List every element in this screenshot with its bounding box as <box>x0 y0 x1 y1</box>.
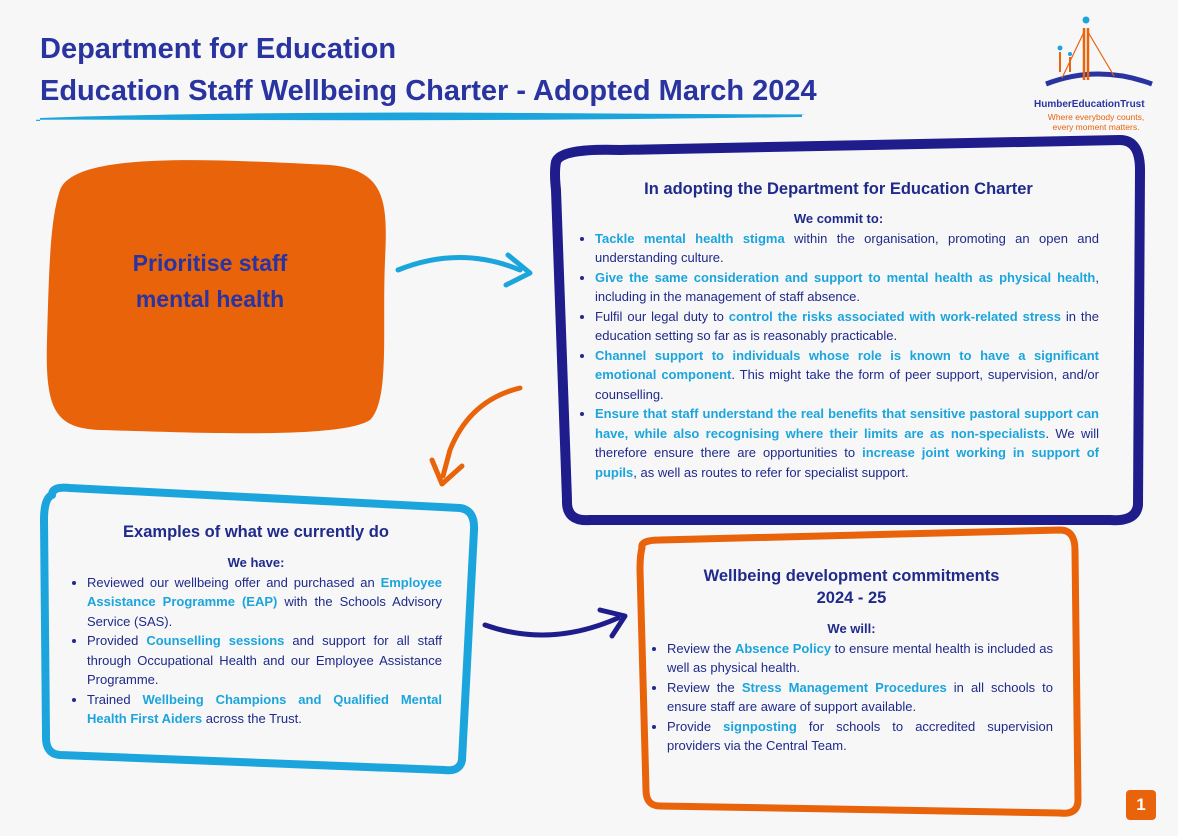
page-number: 1 <box>1126 790 1156 820</box>
arrow-blob-to-adopt <box>398 258 520 271</box>
list-item: • Tackle mental health stigma within the organisation, promoting an open and understanding culture. <box>595 229 1099 268</box>
logo-tagline: Where everybody counts, every moment matters. <box>1047 112 1145 132</box>
list-item: • Channel support to individuals whose role is known to have a significant emotional component. This might take the form of peer support, supervision, and/or counselling. <box>595 346 1099 405</box>
list-item: • Fulfil our legal duty to control the risks associated with work-related stress in the education setting so far as is reasonably practicable. <box>595 307 1099 346</box>
list-item: • Reviewed our wellbeing offer and purchased an Employee Assistance Programme (EAP) with the Schools Advisory Service (SAS). <box>87 573 442 632</box>
commitments-list <box>650 639 1053 756</box>
examples-subtitle: We have: <box>227 555 285 570</box>
title-line-2: Education Staff Wellbeing Charter - Adopted March 2024 <box>40 75 817 107</box>
commitments-title: Wellbeing development commitments 2024 - 25 <box>703 567 1000 607</box>
examples-list <box>70 573 442 729</box>
arrow-adopt-to-examples <box>443 388 520 476</box>
title-line-1: Department for Education <box>40 33 397 65</box>
arrow-examples-to-commit <box>485 618 618 635</box>
list-item: • Provide signposting for schools to accredited supervision providers via the Central Team. <box>667 717 1053 756</box>
list-item: • Review the Absence Policy to ensure mental health is included as well as physical health. <box>667 639 1053 678</box>
adopting-subtitle: We commit to: <box>793 211 884 226</box>
list-item: • Ensure that staff understand the real benefits that sensitive pastoral support can have, while also recognising where their limits are as non-specialists. We will therefore ensure there are opportunities to increase joint working in support of pupils, as well as routes to refer for specialist support. <box>595 404 1099 482</box>
adopting-panel <box>578 178 1099 482</box>
commitments-subtitle: We will: <box>827 621 876 636</box>
examples-panel <box>70 521 442 729</box>
commitments-panel <box>650 565 1053 756</box>
adopting-list <box>578 229 1099 483</box>
list-item: • Review the Stress Management Procedures in all schools to ensure staff are aware of support available. <box>667 678 1053 717</box>
logo-name: HumberEducationTrust <box>1034 99 1145 110</box>
list-item: • Give the same consideration and support to mental health as physical health, including in the management of staff absence. <box>595 268 1099 307</box>
adopting-title: In adopting the Department for Education Charter <box>644 180 1033 198</box>
prioritise-heading: Prioritise staff mental health <box>132 250 288 312</box>
list-item: • Provided Counselling sessions and support for all staff through Occupational Health and our Employee Assistance Programme. <box>87 631 442 690</box>
list-item: • Trained Wellbeing Champions and Qualified Mental Health First Aiders across the Trust. <box>87 690 442 729</box>
examples-title: Examples of what we currently do <box>123 523 389 541</box>
